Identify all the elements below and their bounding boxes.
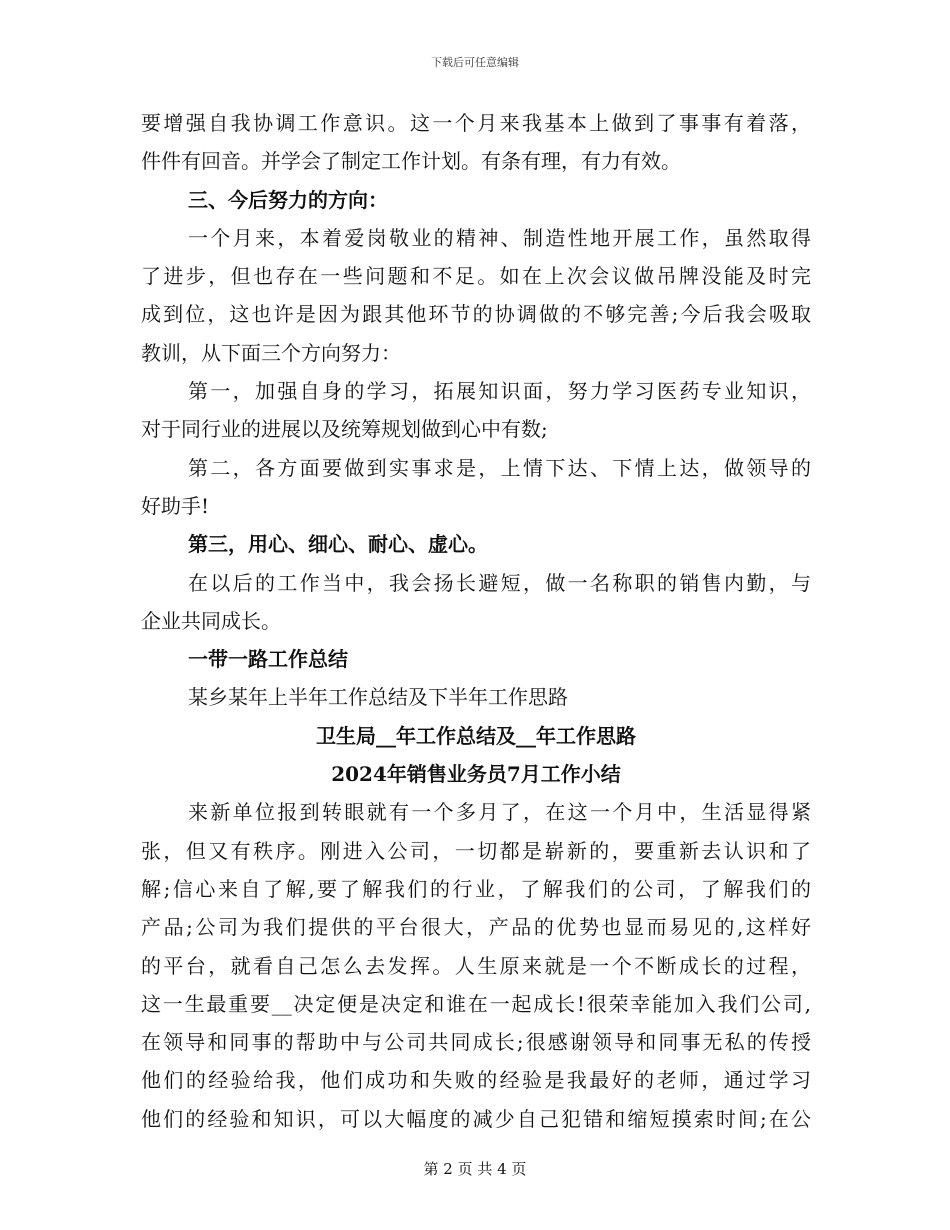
body-line: 解;信心来自了解,要了解我们的行业，了解我们的公司，了解我们的 bbox=[141, 876, 811, 901]
body-line: 教训，从下面三个方向努力： bbox=[141, 340, 401, 365]
page-number-footer: 第 2 页 共 4 页 bbox=[423, 1160, 527, 1178]
body-line: 企业共同成长。 bbox=[141, 608, 281, 633]
body-line: 在领导和同事的帮助中与公司共同成长;很感谢领导和同事无私的传授 bbox=[141, 1030, 811, 1055]
page-header-note: 下载后可任意编辑 bbox=[431, 56, 519, 69]
body-line: 他们的经验给我，他们成功和失败的经验是我最好的老师，通过学习 bbox=[141, 1068, 811, 1093]
body-line: 了进步，但也存在一些问题和不足。如在上次会议做吊牌没能及时完 bbox=[141, 264, 811, 289]
body-line: 在以后的工作当中，我会扬长避短，做一名称职的销售内勤，与 bbox=[188, 570, 811, 595]
body-line: 对于同行业的进展以及统筹规划做到心中有数; bbox=[141, 417, 548, 442]
body-line: 这一生最重要__决定便是决定和谁在一起成长!很荣幸能加入我们公司, bbox=[141, 991, 811, 1016]
body-line: 某乡某年上半年工作总结及下半年工作思路 bbox=[188, 685, 568, 710]
centered-title: 卫生局__年工作总结及__年工作思路 bbox=[316, 723, 636, 748]
body-line: 产品;公司为我们提供的平台很大，产品的优势也显而易见的,这样好 bbox=[141, 915, 811, 940]
body-line: 一个月来，本着爱岗敬业的精神、制造性地开展工作，虽然取得 bbox=[188, 225, 811, 250]
document-body bbox=[141, 104, 811, 1138]
bold-line: 第三，用心、细心、耐心、虚心。 bbox=[188, 532, 488, 557]
body-line: 件件有回音。并学会了制定工作计划。有条有理，有力有效。 bbox=[141, 149, 681, 174]
body-line: 他们的经验和知识，可以大幅度的减少自己犯错和缩短摸索时间;在公 bbox=[141, 1106, 811, 1131]
body-line: 张，但又有秩序。刚进入公司，一切都是崭新的，要重新去认识和了 bbox=[141, 838, 811, 863]
body-line: 的平台，就看自己怎么去发挥。人生原来就是一个不断成长的过程， bbox=[141, 953, 811, 978]
section-heading: 三、今后努力的方向： bbox=[188, 187, 388, 212]
body-line: 来新单位报到转眼就有一个多月了，在这一个月中，生活显得紧 bbox=[188, 800, 811, 825]
section-heading: 一带一路工作总结 bbox=[188, 647, 348, 672]
body-line: 要增强自我协调工作意识。这一个月来我基本上做到了事事有着落， bbox=[141, 111, 811, 135]
centered-title: 2024年销售业务员7月工作小结 bbox=[331, 762, 621, 787]
body-line: 第一，加强自身的学习，拓展知识面，努力学习医药专业知识， bbox=[188, 379, 811, 404]
body-line: 好助手! bbox=[141, 493, 210, 518]
body-line: 成到位，这也许是因为跟其他环节的协调做的不够完善;今后我会吸取 bbox=[141, 302, 811, 327]
body-line: 第二，各方面要做到实事求是，上情下达、下情上达，做领导的 bbox=[188, 455, 811, 480]
